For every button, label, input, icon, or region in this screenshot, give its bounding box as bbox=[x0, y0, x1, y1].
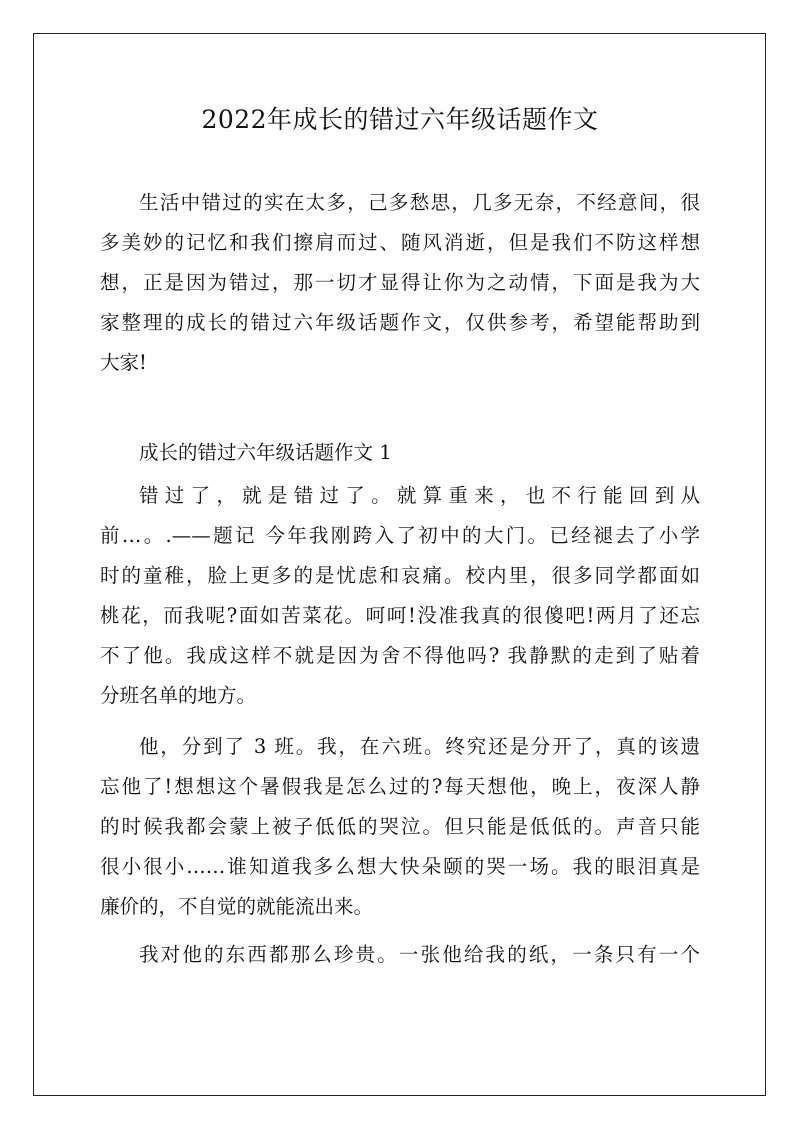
paragraph-line: 他，分到了 3 班。我，在六班。终究还是分开了，真的该遗 bbox=[139, 735, 700, 758]
intro-paragraph bbox=[100, 183, 700, 383]
paragraph-line: 时的童稚，脸上更多的是忧虑和哀痛。校内里，很多同学都面如 bbox=[100, 564, 700, 587]
paragraph-line: 不了他。我成这样不就是因为舍不得他吗? 我静默的走到了贴着 bbox=[100, 644, 700, 667]
intro-line: 大家! bbox=[100, 351, 147, 374]
paragraph-line: 前…。.——题记 今年我刚跨入了初中的大门。已经褪去了小学 bbox=[100, 524, 700, 547]
paragraph-line: 我对他的东西都那么珍贵。一张他给我的纸，一条只有一个 bbox=[139, 943, 700, 966]
essay-paragraph-3 bbox=[100, 935, 700, 975]
essay-paragraph-2 bbox=[100, 727, 700, 927]
paragraph-line: 桃花，而我呢?面如苦菜花。呵呵!没准我真的很傻吧!两月了还忘 bbox=[100, 604, 700, 627]
paragraph-line: 忘他了!想想这个暑假我是怎么过的?每天想他，晚上，夜深人静 bbox=[100, 775, 700, 798]
paragraph-line: 很小很小……谁知道我多么想大快朵颐的哭一场。我的眼泪真是 bbox=[100, 855, 700, 878]
document-title: 2022年成长的错过六年级话题作文 bbox=[201, 105, 599, 134]
intro-line: 想，正是因为错过，那一切才显得让你为之动情，下面是我为大 bbox=[100, 271, 700, 294]
paragraph-line: 错过了，就是错过了。就算重来，也不行能回到从 bbox=[139, 484, 700, 507]
paragraph-line: 分班名单的地方。 bbox=[100, 684, 257, 707]
intro-line: 家整理的成长的错过六年级话题作文，仅供参考，希望能帮助到 bbox=[100, 311, 700, 334]
intro-line: 生活中错过的实在太多，己多愁思，几多无奈，不经意间，很 bbox=[139, 191, 700, 214]
intro-line: 多美妙的记忆和我们擦肩而过、随风消逝，但是我们不防这样想 bbox=[100, 231, 700, 254]
paragraph-line: 廉价的，不自觉的就能流出来。 bbox=[100, 895, 374, 918]
essay-paragraph-1 bbox=[100, 476, 700, 716]
section-heading: 成长的错过六年级话题作文 1 bbox=[139, 441, 392, 464]
paragraph-line: 的时候我都会蒙上被子低低的哭泣。但只能是低低的。声音只能 bbox=[100, 815, 700, 838]
